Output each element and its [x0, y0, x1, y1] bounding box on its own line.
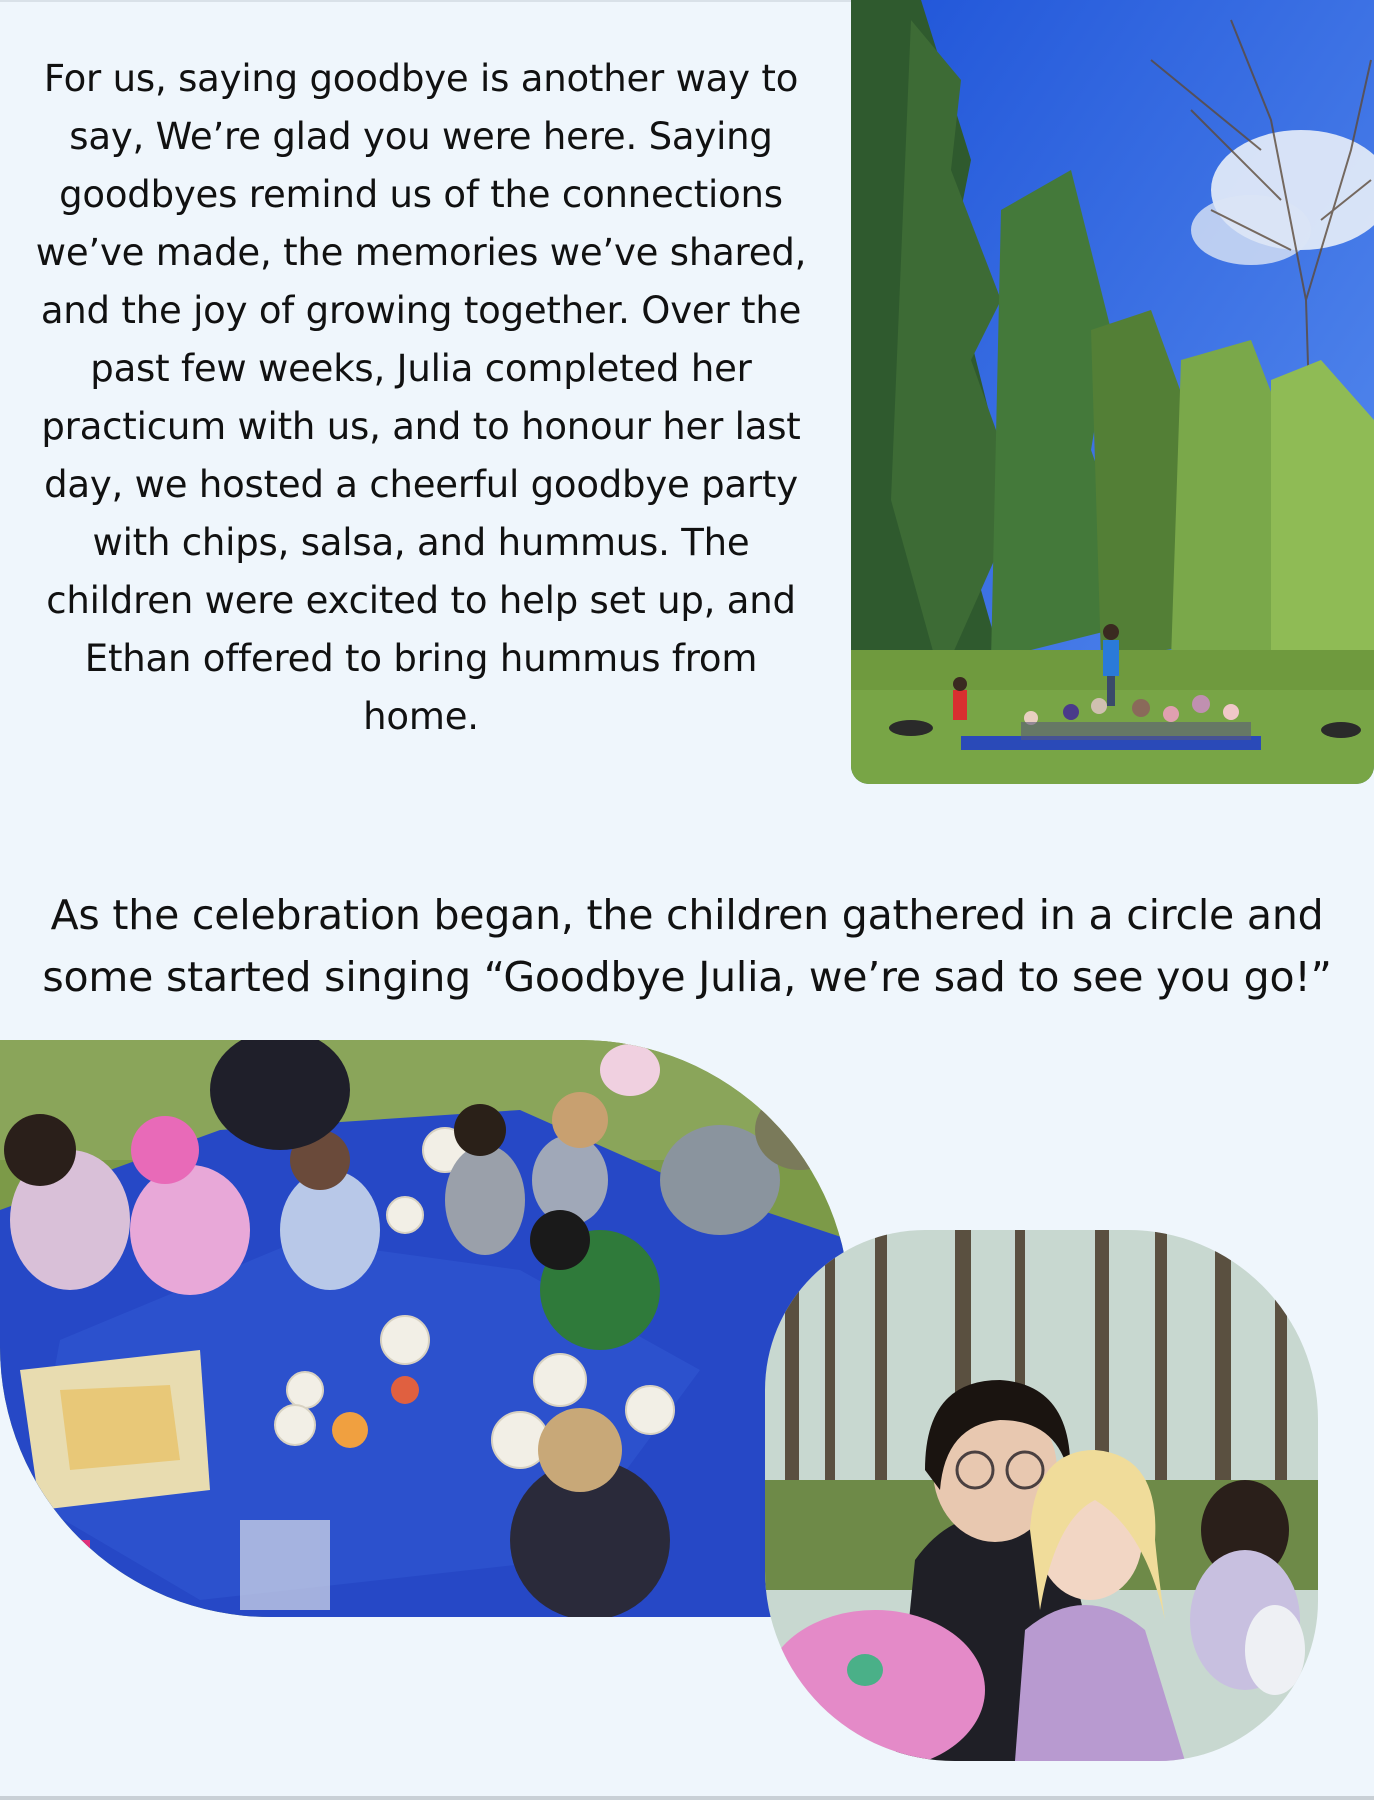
picnic-photo	[0, 1040, 850, 1617]
celebration-paragraph: As the celebration began, the children gathered in a circle and some started singing “Goodbye Julia, we’re sad to see you go!”	[42, 891, 1332, 1001]
intro-paragraph: For us, saying goodbye is another way to say, We’re glad you were here. Saying goodbyes remind us of the connections we’ve made, the memories we’ve shared, and the joy of growing together. Over the past few weeks, Julia completed her practicum with us, and to honour her last day, we hosted a cheerful goodbye party with chips, salsa, and hummus. The children were excited to help set up, and Ethan offered to bring hummus from home.	[35, 57, 807, 738]
park-photo	[851, 0, 1374, 784]
page-bottom-edge	[0, 1796, 1374, 1800]
portrait-photo	[765, 1230, 1318, 1761]
